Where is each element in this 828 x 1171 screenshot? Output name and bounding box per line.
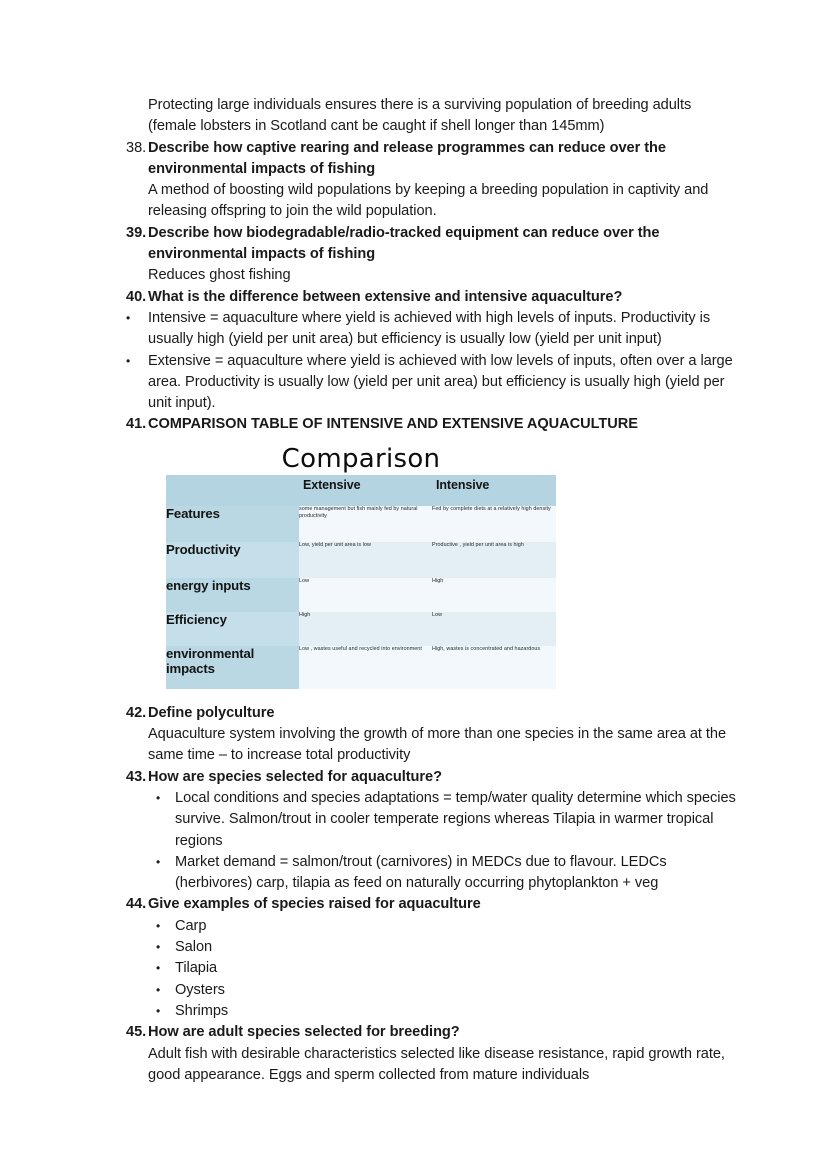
- list-item: [126, 958, 740, 979]
- question-38-number: 38.: [126, 139, 147, 156]
- question-42-number: 42.: [126, 704, 147, 721]
- row-label-environmental-impacts: environmental impacts: [166, 646, 299, 689]
- bullet-icon: •: [126, 353, 131, 368]
- comparison-table-figure: [166, 444, 556, 689]
- table-header-blank: [166, 475, 299, 506]
- row-label-energy-inputs: energy inputs: [166, 578, 299, 612]
- question-40-number: 40.: [126, 288, 147, 305]
- table-row: [166, 506, 556, 542]
- question-40: [126, 287, 740, 308]
- bullet-icon: •: [156, 982, 161, 997]
- table-row: [166, 612, 556, 646]
- list-item: [126, 788, 740, 852]
- row-label-productivity: Productivity: [166, 542, 299, 578]
- answer-45: Adult fish with desirable characteristics selected like disease resistance, rapid growth rate, good appearance. Eggs and sperm collected from mature individuals: [148, 1045, 725, 1083]
- cell-productivity-extensive: Low, yield per unit area is low: [299, 542, 432, 578]
- list-item: [126, 351, 740, 415]
- comparison-table: [166, 475, 556, 689]
- bullet-icon: •: [156, 961, 161, 976]
- cell-efficiency-intensive: Low: [432, 612, 556, 646]
- question-38-text: Describe how captive rearing and release programmes can reduce over the environmental impacts of fishing: [148, 139, 666, 177]
- bullet-text: Extensive = aquaculture where yield is achieved with low levels of inputs, often over a large area. Productivity is usually low (yield per unit area) but efficiency is usually high (yield per unit input).: [148, 352, 733, 412]
- cell-efficiency-extensive: High: [299, 612, 432, 646]
- table-row: [166, 542, 556, 578]
- question-43: [126, 767, 740, 788]
- question-41-number: 41.: [126, 416, 147, 433]
- list-item: [126, 852, 740, 895]
- bullet-text: Local conditions and species adaptations = temp/water quality determine which species survive. Salmon/trout in cooler temperate regions whereas Tilapia in warmer tropical regions: [175, 789, 736, 849]
- bullet-icon: •: [156, 918, 161, 933]
- bullet-text: Carp: [175, 917, 207, 934]
- question-45-number: 45.: [126, 1024, 147, 1041]
- bullet-text: Salon: [175, 939, 213, 956]
- row-label-features: Features: [166, 506, 299, 542]
- bullet-icon: •: [156, 940, 161, 955]
- intro-paragraph: [126, 95, 740, 138]
- bullet-text: Market demand = salmon/trout (carnivores) in MEDCs due to flavour. LEDCs (herbivores) carp, tilapia as feed on naturally occurring phytoplankton + veg: [175, 853, 667, 892]
- intro-line-2: (female lobsters in Scotland cant be caught if shell longer than 145mm): [148, 118, 605, 135]
- question-45-text: How are adult species selected for breeding?: [148, 1024, 460, 1041]
- bullet-icon: •: [156, 854, 161, 869]
- comparison-table-title: Comparison: [281, 443, 441, 474]
- question-43-text: How are species selected for aquaculture?: [148, 768, 442, 785]
- question-41: [126, 414, 740, 435]
- list-item: [126, 308, 740, 351]
- row-label-efficiency: Efficiency: [166, 612, 299, 646]
- cell-environmental-extensive: Low , wastes useful and recycled into environment: [299, 646, 432, 689]
- table-header-intensive: Intensive: [432, 475, 556, 506]
- question-45: [126, 1022, 740, 1043]
- question-42-text: Define polyculture: [148, 704, 275, 721]
- table-header-extensive: Extensive: [299, 475, 432, 506]
- answer-42: Aquaculture system involving the growth of more than one species in the same area at the same time – to increase total productivity: [148, 726, 727, 764]
- answer-38: A method of boosting wild populations by keeping a breeding population in captivity and releasing offspring to join the wild population.: [148, 182, 709, 220]
- question-40-text: What is the difference between extensive and intensive aquaculture?: [148, 288, 623, 305]
- answer-39: Reduces ghost fishing: [148, 267, 291, 284]
- intro-line-1: Protecting large individuals ensures there is a surviving population of breeding adults: [148, 97, 692, 113]
- bullet-icon: •: [126, 310, 131, 325]
- list-item: [126, 916, 740, 937]
- question-43-number: 43.: [126, 768, 147, 785]
- question-44: [126, 894, 740, 915]
- cell-features-extensive: some management but fish mainly fed by natural productivity: [299, 506, 432, 542]
- bullet-icon: •: [156, 790, 161, 805]
- bullet-text: Intensive = aquaculture where yield is achieved with high levels of inputs. Productivity is usually high (yield per unit area) but efficiency is usually low (yield per unit input): [148, 309, 711, 348]
- table-row: [166, 646, 556, 689]
- bullet-text: Oysters: [175, 981, 225, 998]
- question-44-text: Give examples of species raised for aquaculture: [148, 896, 481, 913]
- cell-productivity-intensive: Productive , yield per unit area is high: [432, 542, 556, 578]
- list-item: [126, 980, 740, 1001]
- table-row: [166, 578, 556, 612]
- question-44-number: 44.: [126, 896, 147, 913]
- question-38: [126, 138, 740, 181]
- question-39-number: 39.: [126, 224, 147, 241]
- list-item: [126, 1001, 740, 1022]
- cell-features-intensive: Fed by complete diets at a relatively high density: [432, 506, 556, 542]
- cell-energy-extensive: Low: [299, 578, 432, 612]
- question-42: [126, 703, 740, 724]
- table-header-row: [166, 475, 556, 506]
- bullet-text: Tilapia: [175, 960, 218, 977]
- question-39: [126, 223, 740, 266]
- bullet-icon: •: [156, 1003, 161, 1018]
- cell-energy-intensive: High: [432, 578, 556, 612]
- bullet-text: Shrimps: [175, 1002, 229, 1019]
- question-39-text: Describe how biodegradable/radio-tracked equipment can reduce over the environmental impacts of fishing: [148, 224, 660, 263]
- figure-spacer: [126, 689, 740, 703]
- question-41-text: COMPARISON TABLE OF INTENSIVE AND EXTENSIVE AQUACULTURE: [148, 416, 638, 433]
- cell-environmental-intensive: High, wastes is concentrated and hazardous: [432, 646, 556, 689]
- list-item: [126, 937, 740, 958]
